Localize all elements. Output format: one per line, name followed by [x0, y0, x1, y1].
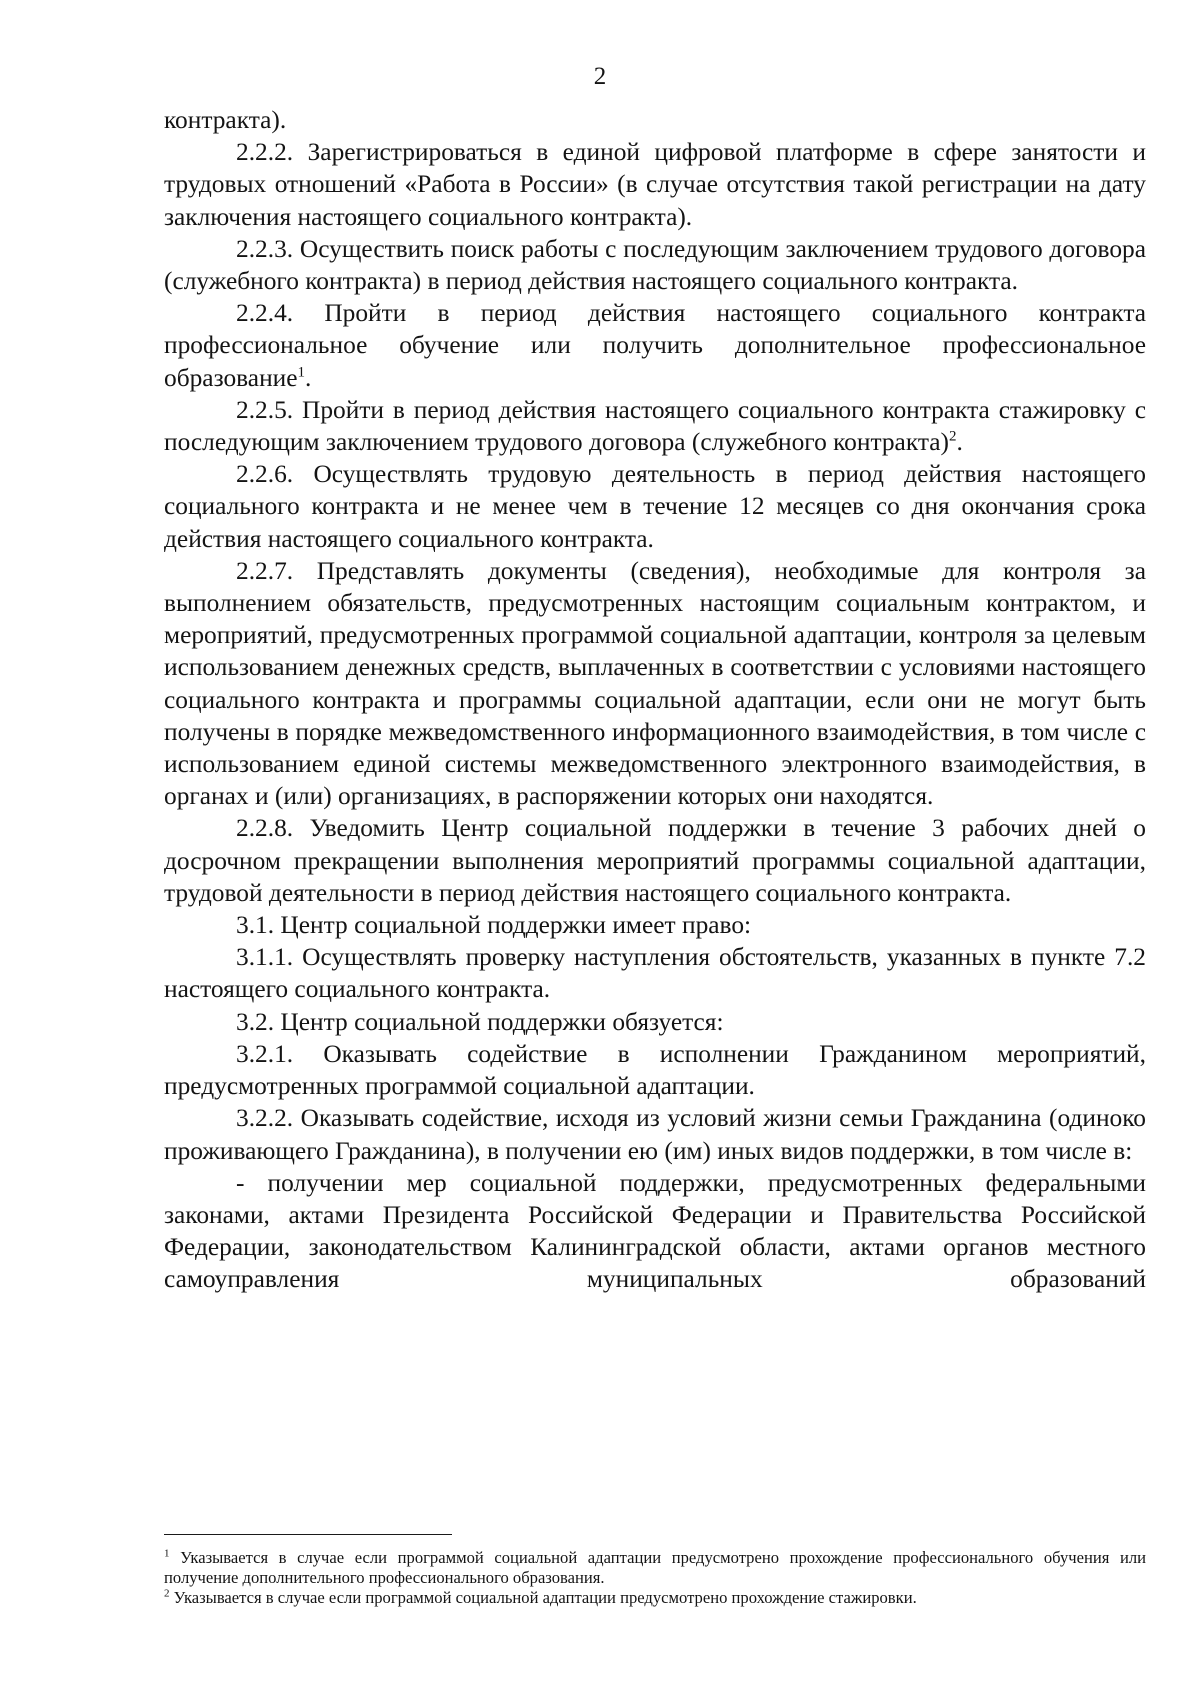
- footnote-mark-2: 2: [164, 1587, 170, 1600]
- footnote-ref-2: 2: [948, 428, 957, 445]
- paragraph-3-2: 3.2. Центр социальной поддержки обязуется:: [236, 1007, 724, 1036]
- footnotes: [164, 1548, 1146, 1608]
- paragraph-3-1-1: 3.1.1. Осуществлять проверку наступления обстоятельств, указанных в пункте 7.2 настоящего социального контракта.: [164, 943, 1146, 1004]
- paragraph-2-2-7: 2.2.7. Представлять документы (сведения), необходимые для контроля за выполнением обязательств, предусмотренных настоящим социальным контрактом, и мероприятий, предусмотренных программой социальной адаптации, контроля за целевым использованием денежных средств, выплаченных в соответствии с условиями настоящего социального контракта и программы социальной адаптации, если они не могут быть получены в порядке межведомственного информационного взаимодействия, в том числе с использованием единой системы межведомственного электронного взаимодействия, в органах и (или) организациях, в распоряжении которых они находятся.: [164, 556, 1146, 811]
- paragraph-2-2-5: [164, 394, 1146, 458]
- paragraph-2-2-8: 2.2.8. Уведомить Центр социальной поддержки в течение 3 рабочих дней о досрочном прекращении выполнения мероприятий программы социальной адаптации, трудовой деятельности в период действия настоящего социального контракта.: [164, 814, 1146, 907]
- footnote-1: [164, 1548, 1146, 1588]
- footnote-ref-1: 1: [297, 364, 306, 381]
- paragraph-2-2-4-text: 2.2.4. Пройти в период действия настоящего социального контракта профессиональное обучение или получить дополнительное профессиональное образование: [164, 299, 1146, 392]
- paragraph-2-2-4-end: .: [305, 363, 312, 392]
- footnote-mark-1: 1: [164, 1547, 170, 1560]
- paragraph-3-2-1: 3.2.1. Оказывать содействие в исполнении Гражданином мероприятий, предусмотренных программой социальной адаптации.: [164, 1039, 1146, 1101]
- paragraph-2-2-6: 2.2.6. Осуществлять трудовую деятельность в период действия настоящего социального контракта и не менее чем в течение 12 месяцев со дня окончания срока действия настоящего социального контракта.: [164, 460, 1146, 553]
- footnote-separator: [164, 1534, 452, 1535]
- paragraph-2-2-2: 2.2.2. Зарегистрироваться в единой цифровой платформе в сфере занятости и трудовых отношений «Работа в России» (в случае отсутствия такой регистрации на дату заключения настоящего социального контракта).: [164, 138, 1146, 231]
- footnote-1-text: Указывается в случае если программой социальной адаптации предусмотрено прохождение профессионального обучения или получение дополнительного профессионального образования.: [164, 1548, 1146, 1587]
- paragraph-2-2-5-text: 2.2.5. Пройти в период действия настоящего социального контракта стажировку с последующим заключением трудового договора (служебного контракта): [164, 395, 1146, 457]
- paragraph-2-2-3: 2.2.3. Осуществить поиск работы с последующим заключением трудового договора (служебного контракта) в период действия настоящего социального контракта.: [164, 234, 1146, 296]
- paragraph-3-1: 3.1. Центр социальной поддержки имеет право:: [236, 911, 752, 940]
- paragraph-dash-item: - получении мер социальной поддержки, предусмотренных федеральными законами, актами Президента Российской Федерации и Правительства Российской Федерации, законодательством Калининградской области, актами органов местного самоуправления муниципальных образований: [164, 1168, 1146, 1294]
- footnote-2-text: Указывается в случае если программой социальной адаптации предусмотрено прохождение стажировки.: [169, 1588, 917, 1607]
- paragraph-2-2-4: [164, 297, 1146, 394]
- paragraph-3-2-2: 3.2.2. Оказывать содействие, исходя из условий жизни семьи Гражданина (одиноко проживающего Гражданина), в получении ею (им) иных видов поддержки, в том числе в:: [164, 1104, 1146, 1165]
- page-number: 2: [593, 63, 607, 90]
- footnote-2: [164, 1588, 1146, 1608]
- paragraph-2-2-5-end: .: [956, 428, 963, 457]
- document-body: [164, 104, 1146, 1296]
- paragraph-continuation: контракта).: [164, 106, 287, 134]
